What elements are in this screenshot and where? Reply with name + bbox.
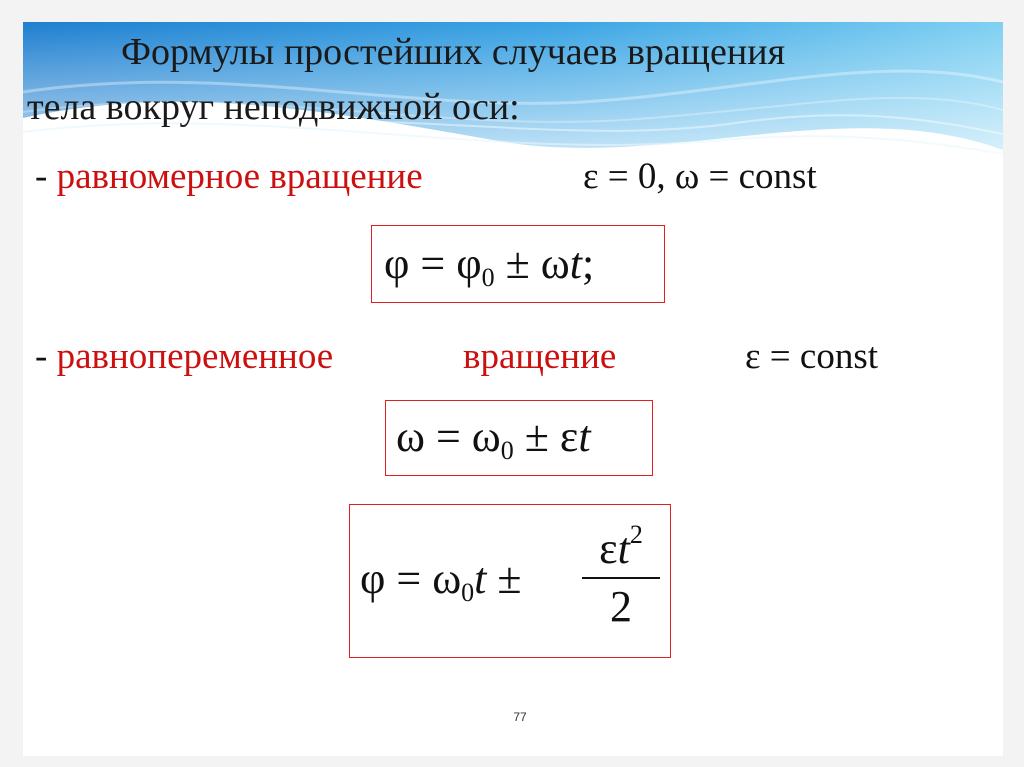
variable-rotation-word-1: равнопеременное — [56, 336, 334, 377]
formula-variable-velocity: $\omega = \omega_0 \pm \varepsilon t$ — [396, 412, 591, 465]
slide — [23, 22, 1003, 756]
bullet-dash: - — [35, 336, 57, 377]
uniform-rotation-text: равномерное вращение — [56, 156, 423, 197]
variable-rotation-label — [35, 336, 333, 378]
uniform-condition: ε = 0, ω = const — [583, 156, 817, 197]
bullet-dash: - — [35, 156, 57, 197]
variable-rotation-word-2: вращение — [463, 336, 617, 377]
formula-variable-angle-lhs: $\varphi = \omega_0t$ ± — [360, 554, 522, 607]
fraction-denominator: 2 — [610, 582, 632, 631]
formula-box-uniform-angle — [371, 225, 665, 303]
variable-condition: ε = const — [745, 336, 879, 377]
formula-box-variable-angle — [349, 504, 671, 658]
formula-box-variable-velocity — [385, 400, 653, 476]
fraction-numerator: $\varepsilon t^2$ — [599, 520, 643, 573]
fraction-eps-t-squared-over-two — [582, 509, 660, 633]
title-line-1: Формулы простейших случаев вращения — [121, 31, 786, 73]
formula-uniform-angle: $\varphi = \varphi_0 \pm \omega t$; — [384, 239, 595, 292]
fraction-bar — [582, 577, 660, 579]
uniform-rotation-label — [35, 156, 423, 198]
page-number: 77 — [513, 710, 527, 724]
title-line-2: тела вокруг неподвижной оси: — [27, 86, 520, 128]
